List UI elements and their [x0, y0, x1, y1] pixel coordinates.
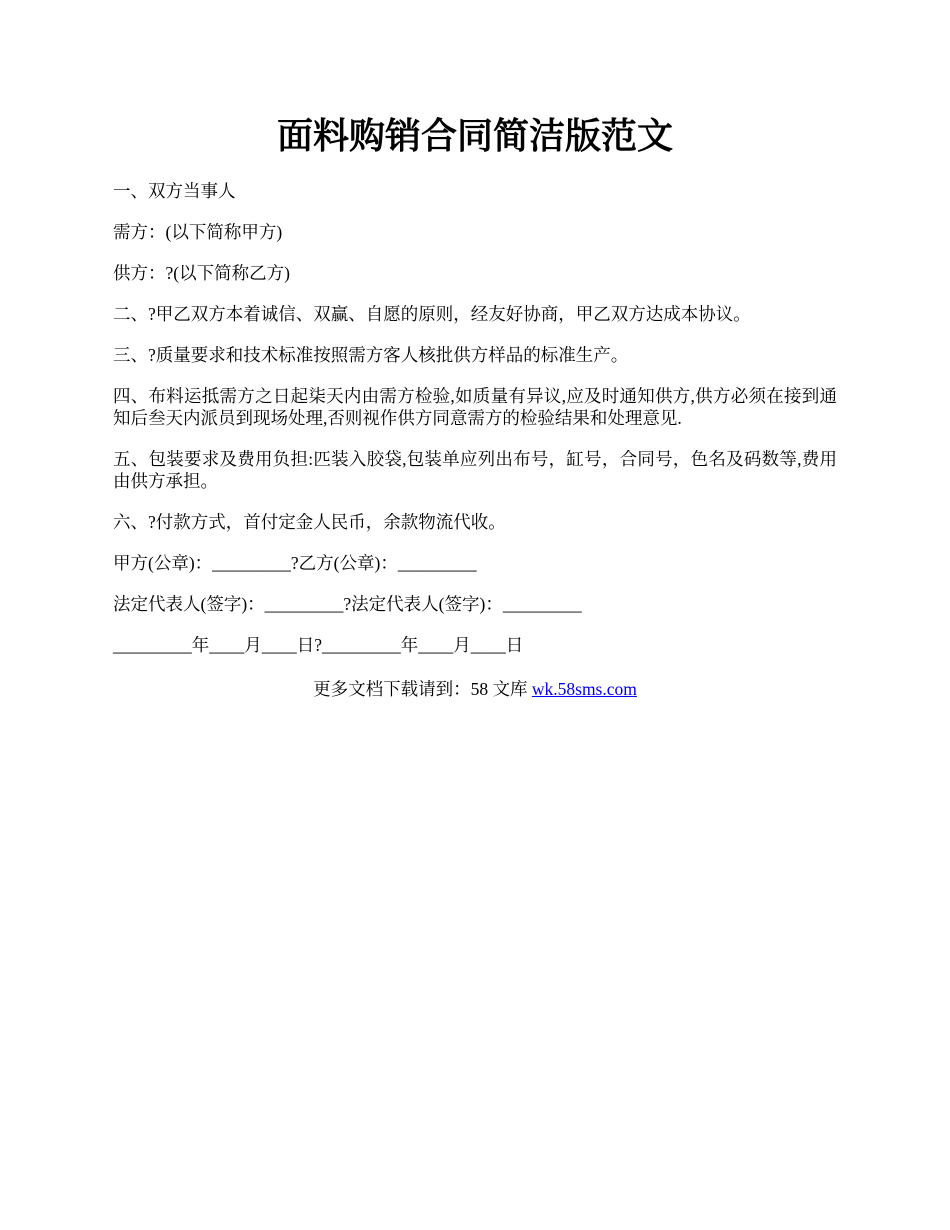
- document-body: [113, 180, 837, 675]
- document-title: 面料购销合同简洁版范文: [276, 116, 673, 156]
- footer-link[interactable]: wk.58sms.com: [531, 679, 637, 699]
- paragraph-inspection: 四、布料运抵需方之日起柒天内由需方检验,如质量有异议,应及时通知供方,供方必须在接到通知后叁天内派员到现场处理,否则视作供方同意需方的检验结果和处理意见.: [113, 386, 837, 428]
- paragraph-signatures: 法定代表人(签字)：_________?法定代表人(签字)：_________: [113, 594, 582, 614]
- footer-text: 更多文档下载请到：58 文库: [313, 679, 532, 699]
- paragraph-packaging: 五、包装要求及费用负担:匹装入胶袋,包装单应列出布号，缸号，合同号，色名及码数等,费用由供方承担。: [113, 449, 837, 491]
- paragraph-dates: _________年____月____日?_________年____月____日: [113, 635, 524, 655]
- paragraph-principles: 二、?甲乙双方本着诚信、双赢、自愿的原则，经友好协商，甲乙双方达成本协议。: [113, 304, 751, 324]
- paragraph-supplier: 供方：?(以下简称乙方): [113, 263, 290, 283]
- paragraph-parties-heading: 一、双方当事人: [113, 181, 236, 201]
- paragraph-quality: 三、?质量要求和技术标准按照需方客人核批供方样品的标准生产。: [113, 345, 629, 365]
- paragraph-seals: 甲方(公章)：_________?乙方(公章)：_________: [113, 553, 477, 573]
- paragraph-buyer: 需方：(以下简称甲方): [113, 222, 283, 242]
- download-footer: [0, 678, 950, 700]
- paragraph-payment: 六、?付款方式，首付定金人民币，余款物流代收。: [113, 512, 506, 532]
